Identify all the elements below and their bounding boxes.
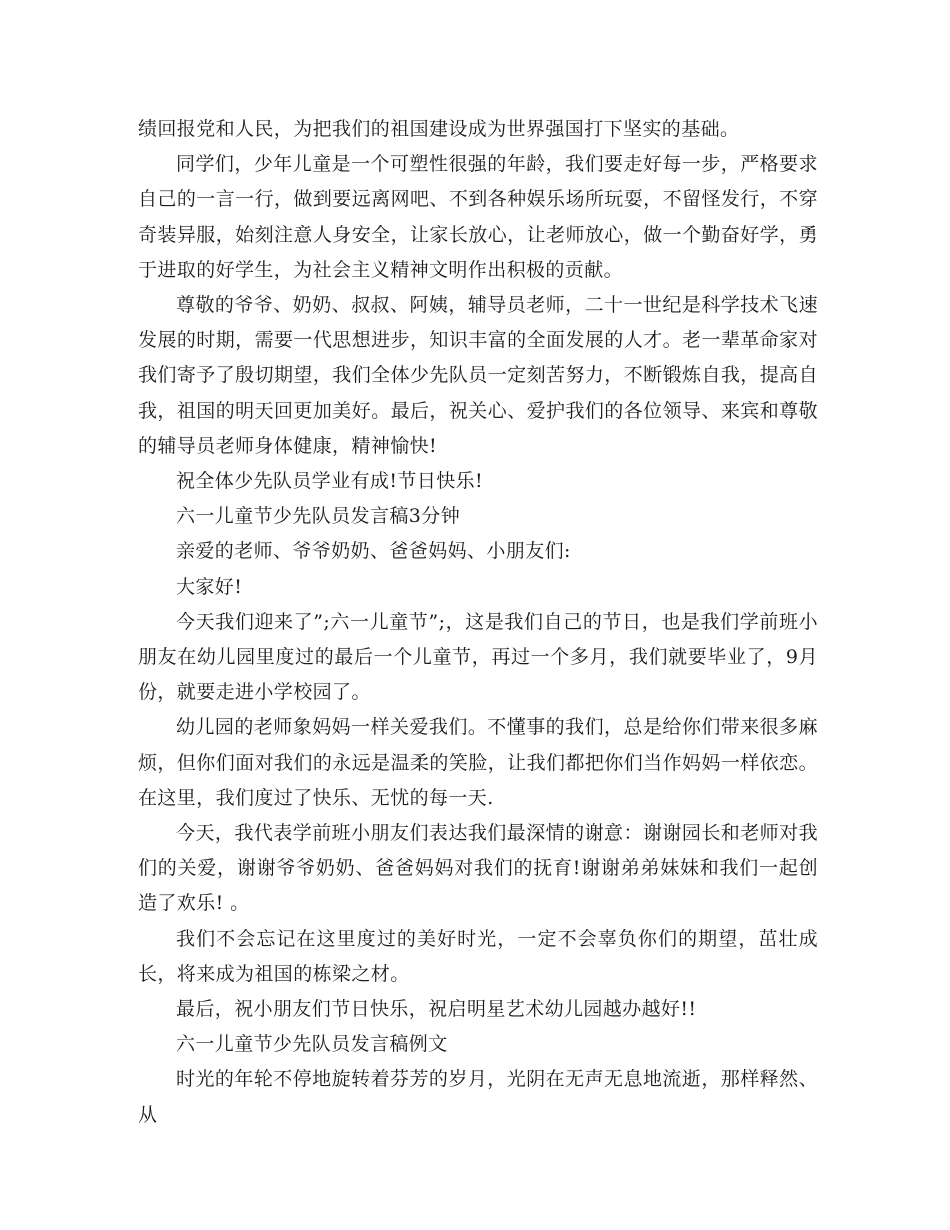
- salutation: 亲爱的老师、爷爷奶奶、爸爸妈妈、小朋友们:: [176, 540, 571, 563]
- paragraph: 时光的年轮不停地旋转着芬芳的岁月，光阴在无声无息地流逝，那样释然、从: [138, 1068, 818, 1126]
- paragraph: 最后，祝小朋友们节日快乐，祝启明星艺术幼儿园越办越好!!: [176, 998, 697, 1021]
- paragraph: 今天，我代表学前班小朋友们表达我们最深情的谢意：谢谢园长和老师对我们的关爱，谢谢爷爷奶奶、爸爸妈妈对我们的抚育!谢谢弟弟妹妹和我们一起创造了欢乐! 。: [138, 822, 818, 915]
- paragraph: 今天我们迎来了”;六一儿童节”;，这是我们自己的节日，也是我们学前班小朋友在幼儿园里度过的最后一个儿童节，再过一个多月，我们就要毕业了，9月份，就要走进小学校园了。: [138, 610, 818, 704]
- section-heading: 六一儿童节少先队员发言稿例文: [176, 1033, 448, 1056]
- paragraph: 尊敬的爷爷、奶奶、叔叔、阿姨，辅导员老师，二十一世纪是科学技术飞速发展的时期，需要一代思想进步，知识丰富的全面发展的人才。老一辈革命家对我们寄予了殷切期望，我们全体少先队员一定刻苦努力，不断锻炼自我，提高自我，祖国的明天回更加美好。最后，祝关心、爱护我们的各位领导、来宾和尊敬的辅导员老师身体健康，精神愉快!: [138, 294, 818, 457]
- section-heading: 六一儿童节少先队员发言稿3分钟: [176, 505, 461, 528]
- paragraph: 同学们，少年儿童是一个可塑性很强的年龄，我们要走好每一步，严格要求自己的一言一行，做到要远离网吧、不到各种娱乐场所玩耍，不留怪发行，不穿奇装异服，始刻注意人身安全，让家长放心，让老师放心，做一个勤奋好学，勇于进取的好学生，为社会主义精神文明作出积极的贡献。: [138, 153, 818, 281]
- paragraph: 幼儿园的老师象妈妈一样关爱我们。不懂事的我们，总是给你们带来很多麻烦，但你们面对我们的永远是温柔的笑脸，让我们都把你们当作妈妈一样依恋。在这里，我们度过了快乐、无忧的每一天.: [138, 716, 818, 809]
- document-body: [138, 112, 818, 1133]
- paragraph: 祝全体少先队员学业有成!节日快乐!: [176, 470, 484, 493]
- paragraph: 我们不会忘记在这里度过的美好时光，一定不会辜负你们的期望，茁壮成长，将来成为祖国的栋梁之材。: [138, 927, 818, 985]
- paragraph: 绩回报党和人民，为把我们的祖国建设成为世界强国打下坚实的基础。: [138, 118, 740, 140]
- greeting: 大家好!: [176, 575, 243, 598]
